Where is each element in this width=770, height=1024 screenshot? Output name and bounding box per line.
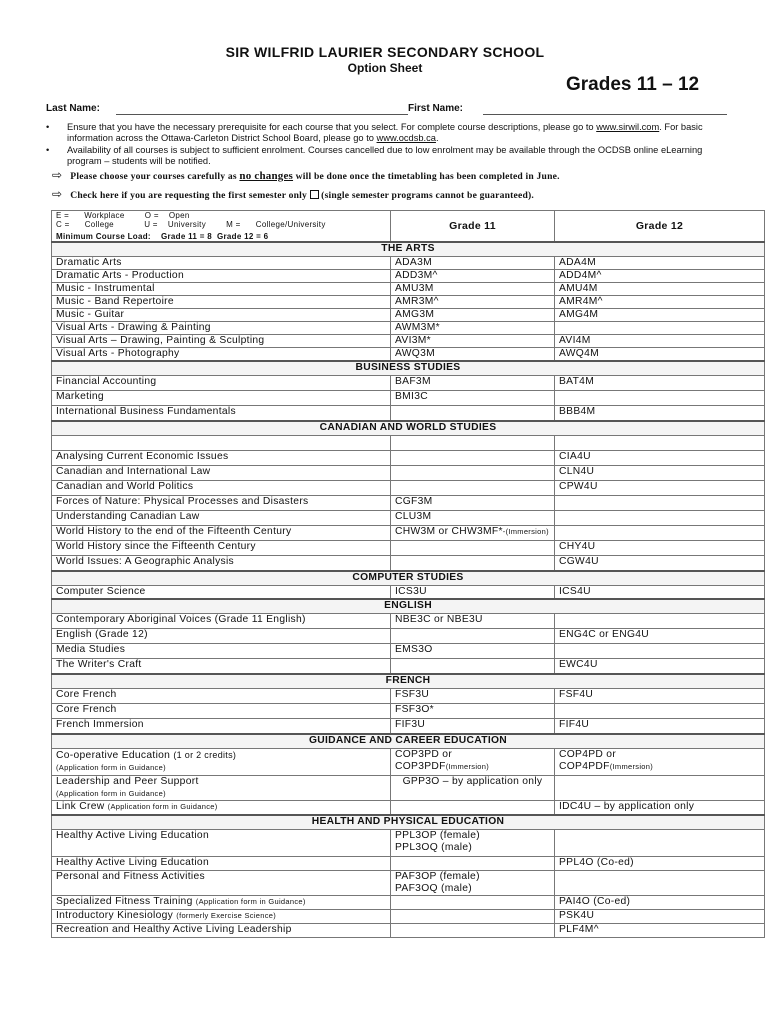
grade11-code: FIF3U	[391, 719, 555, 735]
arrow-right-icon: ⇨	[52, 187, 63, 201]
first-name-field[interactable]	[483, 114, 727, 115]
grade12-code: AMR4M^	[555, 296, 765, 309]
course-row	[52, 481, 765, 496]
grade12-code: CLN4U	[555, 466, 765, 481]
course-name	[52, 436, 391, 451]
legend-row	[52, 211, 765, 243]
grade11-code	[391, 436, 555, 451]
section-title: ENGLISH	[52, 599, 765, 614]
grade11-code	[391, 556, 555, 572]
grade11-code	[391, 466, 555, 481]
course-name: Core French	[52, 704, 391, 719]
course-row	[52, 257, 765, 270]
course-row	[52, 376, 765, 391]
grade12-header: Grade 12	[555, 211, 765, 243]
grade12-code	[555, 322, 765, 335]
course-name: Visual Arts - Drawing & Painting	[52, 322, 391, 335]
course-name: English (Grade 12)	[52, 629, 391, 644]
course-name: Media Studies	[52, 644, 391, 659]
course-name: Marketing	[52, 391, 391, 406]
course-name: Music - Guitar	[52, 309, 391, 322]
course-row: Co-operative Education (1 or 2 credits) (Application form in Guidance) COP3PD or COP3PDF(Immersion) COP4PD or COP4PDF(Immersion)	[52, 749, 765, 776]
course-name: Forces of Nature: Physical Processes and Disasters	[52, 496, 391, 511]
grade12-code	[555, 391, 765, 406]
grade12-code	[555, 496, 765, 511]
note-no-changes: ⇨ Please choose your courses carefully as no changes will be done once the timetabling has been completed in June.	[52, 168, 560, 182]
grade12-code	[555, 436, 765, 451]
course-row	[52, 526, 765, 541]
grade12-code: CIA4U	[555, 451, 765, 466]
grade12-code: AMU4M	[555, 283, 765, 296]
grade12-code	[555, 511, 765, 526]
course-row: Healthy Active Living Education PPL3OP (female) PPL3OQ (male)	[52, 830, 765, 857]
note-first-semester: ⇨ Check here if you are requesting the first semester only (single semester programs cannot be guaranteed).	[52, 187, 534, 201]
section-header	[52, 242, 765, 257]
last-name-label: Last Name:	[46, 103, 100, 114]
course-row	[52, 644, 765, 659]
course-row	[52, 391, 765, 406]
grade12-code: EWC4U	[555, 659, 765, 675]
grade12-code: AVI4M	[555, 335, 765, 348]
instruction-enrolment: • Availability of all courses is subject to sufficient enrolment. Courses cancelled due to low enrolment may be available through the OCDSB online eLearning program – students will be notified.	[46, 145, 736, 167]
grade12-code: BAT4M	[555, 376, 765, 391]
first-semester-checkbox[interactable]	[310, 190, 319, 199]
section-title: BUSINESS STUDIES	[52, 361, 765, 376]
grade11-code: AMU3M	[391, 283, 555, 296]
course-row	[52, 496, 765, 511]
grade12-code: FIF4U	[555, 719, 765, 735]
course-row: Specialized Fitness Training (Application form in Guidance) PAI4O (Co-ed)	[52, 896, 765, 910]
course-name: Financial Accounting	[52, 376, 391, 391]
section-title: FRENCH	[52, 674, 765, 689]
grade12-code: ADD4M^	[555, 270, 765, 283]
course-row: Introductory Kinesiology (formerly Exercise Science) PSK4U	[52, 910, 765, 924]
grade12-code: CPW4U	[555, 481, 765, 496]
first-name-label: First Name:	[408, 103, 464, 114]
course-name: Dramatic Arts	[52, 257, 391, 270]
course-row	[52, 704, 765, 719]
course-row	[52, 719, 765, 735]
grade11-code: BMI3C	[391, 391, 555, 406]
section-title: THE ARTS	[52, 242, 765, 257]
grade12-code: FSF4U	[555, 689, 765, 704]
grade11-code	[391, 406, 555, 422]
course-row	[52, 556, 765, 572]
grade12-code	[555, 614, 765, 629]
section-header	[52, 571, 765, 586]
grade11-code: FSF3U	[391, 689, 555, 704]
course-row	[52, 466, 765, 481]
course-row: Healthy Active Living Education PPL4O (Co-ed)	[52, 857, 765, 871]
option-table	[51, 210, 765, 938]
course-row: Personal and Fitness Activities PAF3OP (female) PAF3OQ (male)	[52, 871, 765, 896]
course-name: Understanding Canadian Law	[52, 511, 391, 526]
grade11-code: AMG3M	[391, 309, 555, 322]
course-name: Visual Arts – Drawing, Painting & Sculpting	[52, 335, 391, 348]
section-header	[52, 361, 765, 376]
grade12-code: ICS4U	[555, 586, 765, 600]
grade12-code: AWQ4M	[555, 348, 765, 362]
course-name: World History to the end of the Fifteenth Century	[52, 526, 391, 541]
course-row	[52, 689, 765, 704]
course-name: French Immersion	[52, 719, 391, 735]
course-name: Visual Arts - Photography	[52, 348, 391, 362]
last-name-field[interactable]	[116, 114, 408, 115]
course-row	[52, 436, 765, 451]
course-name: World History since the Fifteenth Century	[52, 541, 391, 556]
section-title: CANADIAN AND WORLD STUDIES	[52, 421, 765, 436]
section-header	[52, 815, 765, 830]
grade11-code: NBE3C or NBE3U	[391, 614, 555, 629]
course-name: Canadian and International Law	[52, 466, 391, 481]
grade11-code: BAF3M	[391, 376, 555, 391]
grade12-code: CGW4U	[555, 556, 765, 572]
course-name: Canadian and World Politics	[52, 481, 391, 496]
grade11-code: ICS3U	[391, 586, 555, 600]
grade11-code	[391, 481, 555, 496]
course-name: Music - Band Repertoire	[52, 296, 391, 309]
course-row	[52, 322, 765, 335]
course-row	[52, 296, 765, 309]
section-header	[52, 674, 765, 689]
course-name: World Issues: A Geographic Analysis	[52, 556, 391, 572]
course-row	[52, 283, 765, 296]
grade12-code: AMG4M	[555, 309, 765, 322]
grade11-code: AWM3M*	[391, 322, 555, 335]
course-row	[52, 270, 765, 283]
instruction-prerequisite: • Ensure that you have the necessary prerequisite for each course that you select. For complete course descriptions, please go to www.sirwil.com. For basic information across the Ottawa-Carleton District School Board, please go to www.ocdsb.ca.	[46, 122, 736, 144]
grade11-code: CLU3M	[391, 511, 555, 526]
ocdsb-link[interactable]: www.ocdsb.ca	[376, 133, 436, 143]
section-header	[52, 599, 765, 614]
course-name: Dramatic Arts - Production	[52, 270, 391, 283]
section-header	[52, 421, 765, 436]
grade11-code	[391, 659, 555, 675]
section-header	[52, 734, 765, 749]
instructions-list	[46, 122, 736, 168]
course-row	[52, 335, 765, 348]
grade11-code	[391, 541, 555, 556]
course-name: Music - Instrumental	[52, 283, 391, 296]
arrow-right-icon: ⇨	[52, 168, 63, 182]
course-name: Contemporary Aboriginal Voices (Grade 11 English)	[52, 614, 391, 629]
course-row: Leadership and Peer Support (Application form in Guidance) GPP3O – by application only	[52, 776, 765, 801]
section-title: HEALTH AND PHYSICAL EDUCATION	[52, 815, 765, 830]
section-title: GUIDANCE AND CAREER EDUCATION	[52, 734, 765, 749]
course-row	[52, 451, 765, 466]
course-row	[52, 586, 765, 600]
sheet-subtitle: Option Sheet	[347, 61, 423, 75]
grade11-code: AWQ3M	[391, 348, 555, 362]
course-row	[52, 406, 765, 422]
course-name: Computer Science	[52, 586, 391, 600]
grade11-code: CGF3M	[391, 496, 555, 511]
grade11-header: Grade 11	[391, 211, 555, 243]
grade11-code	[391, 629, 555, 644]
course-row	[52, 614, 765, 629]
grade11-code	[391, 451, 555, 466]
course-row	[52, 511, 765, 526]
course-row: Link Crew (Application form in Guidance) IDC4U – by application only	[52, 801, 765, 816]
course-name: Core French	[52, 689, 391, 704]
grade12-code: ADA4M	[555, 257, 765, 270]
grade12-code	[555, 526, 765, 541]
course-row	[52, 541, 765, 556]
grade11-code: AMR3M^	[391, 296, 555, 309]
grade11-code: ADD3M^	[391, 270, 555, 283]
grade11-code: FSF3O*	[391, 704, 555, 719]
grade12-code	[555, 704, 765, 719]
grade12-code: CHY4U	[555, 541, 765, 556]
legend: E = Workplace O = Open C = College U = University M = College/University Minimum Course Load: Grade 11 = 8 Grade 12 = 6	[52, 211, 391, 243]
course-row: Recreation and Healthy Active Living Leadership PLF4M^	[52, 924, 765, 938]
grade11-code: ADA3M	[391, 257, 555, 270]
course-name: International Business Fundamentals	[52, 406, 391, 422]
course-row	[52, 629, 765, 644]
section-title: COMPUTER STUDIES	[52, 571, 765, 586]
sirwil-link[interactable]: www.sirwil.com	[596, 122, 660, 132]
school-name: SIR WILFRID LAURIER SECONDARY SCHOOL	[225, 44, 545, 60]
grade12-code: BBB4M	[555, 406, 765, 422]
course-name: Analysing Current Economic Issues	[52, 451, 391, 466]
grade11-code: EMS3O	[391, 644, 555, 659]
grades-title: Grades 11 – 12	[566, 74, 700, 95]
grade11-code: CHW3M or CHW3MF*-(Immersion)	[391, 526, 555, 541]
grade11-code: AVI3M*	[391, 335, 555, 348]
course-row	[52, 659, 765, 675]
course-name: The Writer's Craft	[52, 659, 391, 675]
grade12-code	[555, 644, 765, 659]
course-row	[52, 348, 765, 362]
grade12-code: ENG4C or ENG4U	[555, 629, 765, 644]
course-row	[52, 309, 765, 322]
